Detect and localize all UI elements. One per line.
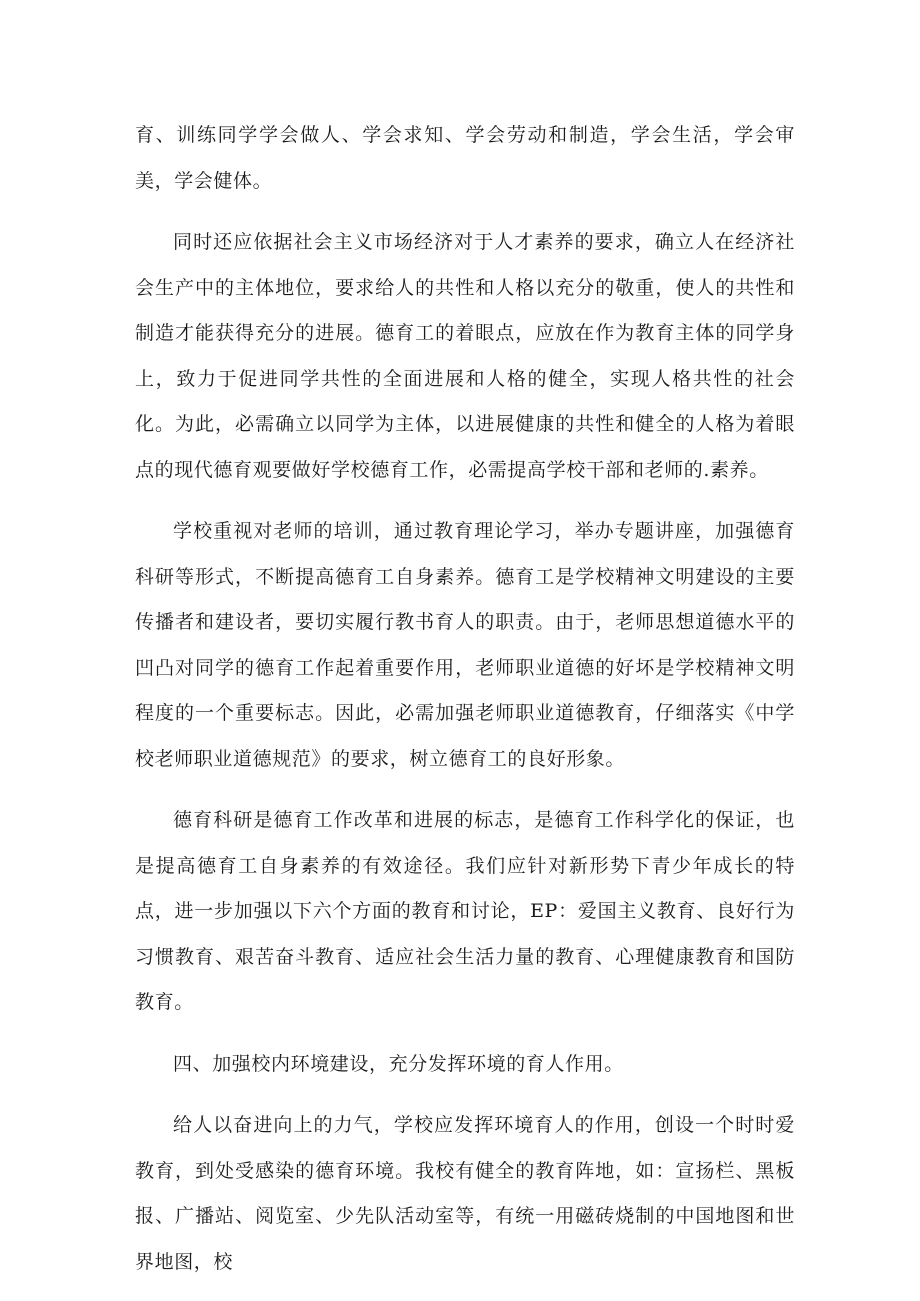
paragraph-moral-research: 德育科研是德育工作改革和进展的标志，是德育工作科学化的保证，也是提高德育工自身素养的有效途径。我们应针对新形势下青少年成长的特点，进一步加强以下六个方面的教育和讨论，EP：爱国主义教育、良好行为习惯教育、艰苦奋斗教育、适应社会生活力量的教育、心理健康教育和国防教育。	[135, 809, 795, 1013]
document-body	[135, 113, 795, 1285]
paragraph-teacher-training: 学校重视对老师的培训，通过教育理论学习，举办专题讲座，加强德育科研等形式，不断提高德育工自身素养。德育工是学校精神文明建设的主要传播者和建设者，要切实履行教书育人的职责。由于，老师思想道德水平的凹凸对同学的德育工作起着重要作用，老师职业道德的好坏是学校精神文明程度的一个重要标志。因此，必需加强老师职业道德教育，仔细落实《中学校老师职业道德规范》的要求，树立德育工的良好形象。	[135, 520, 795, 770]
paragraph-continuation: 育、训练同学学会做人、学会求知、学会劳动和制造，学会生活，学会审美，学会健体。	[135, 124, 795, 192]
section-heading-environment: 四、加强校内环境建设，充分发挥环境的育人作用。	[173, 1052, 624, 1075]
paragraph-market-economy: 同时还应依据社会主义市场经济对于人才素养的要求，确立人在经济社会生产中的主体地位，要求给人的共性和人格以充分的敬重，使人的共性和制造才能获得充分的进展。德育工的着眼点，应放在作为教育主体的同学身上，致力于促进同学共性的全面进展和人格的健全，实现人格共性的社会化。为此，必需确立以同学为主体，以进展健康的共性和健全的人格为着眼点的现代德育观要做好学校德育工作，必需提高学校干部和老师的.素养。	[135, 231, 795, 481]
paragraph-environment: 给人以奋进向上的力气，学校应发挥环境育人的作用，创设一个时时爱教育，到处受感染的德育环境。我校有健全的教育阵地，如：宣扬栏、黑板报、广播站、阅览室、少先队活动室等，有统一用磁砖烧制的中国地图和世界地图，校	[135, 1114, 795, 1273]
